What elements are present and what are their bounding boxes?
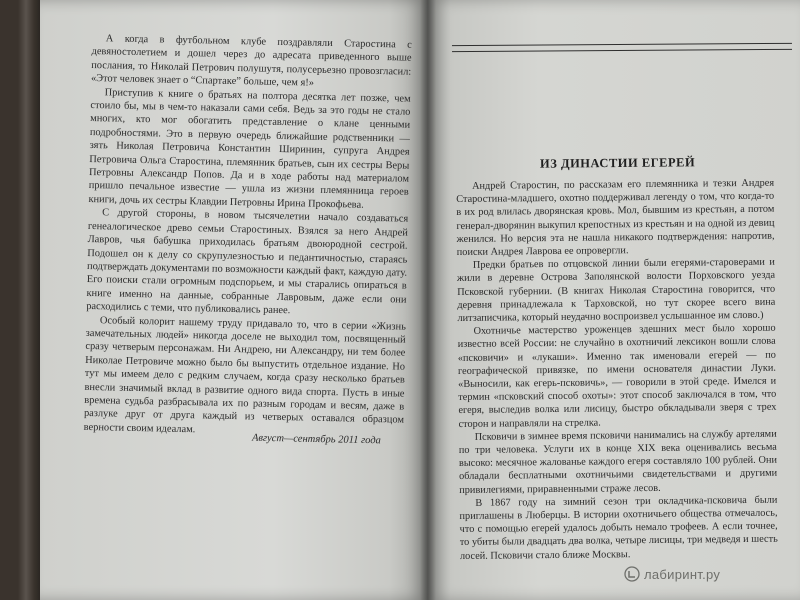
right-paragraph-3: Охотничье мастерство уроженцев здешних мест было хорошо известно всей России: не случайно в охотничий лексикон вошли слова «псковичи» и «лукаши». Именно так именовали егерей — по географической привязке, по имени основателя династии Луки. «Выносили, как егерь-псковичь», — говорили в этой среде. Имелся и термин «псковский способ охоты»: этот способ заключался в том, что егеря, выследив волка или лисицу, быстро обкладывали зверя с трех сторон и направляли на стрелка. [457,322,777,430]
left-paragraph-1: А когда в футбольном клубе поздравляли Старостина с девяностолетием и дошел через до адресата приведенного выше послания, то Николай Петрович полушутя, полусерьезно провозгласил: «Этот человек знает о “Спартаке” больше, чем я!» [90,33,412,89]
right-paragraph-5: В 1867 году на зимний сезон три окладчика-псковича были приглашены в Люберцы. В истории охотничьего общества отмечалось, что с помощью егерей удалось добыть немало трофеев. А если точнее, то убиты были двадцать два волка, четыре лисицы, три медведя и шесть лосей. Псковичи стало ближе Москвы. [459,494,778,562]
right-page-text [456,177,778,563]
left-page-date: Август—сентябрь 2011 года [251,432,381,447]
left-paragraph-2: Приступив к книге о братьях на полтора десятка лет позже, чем стоило бы, мы в чем-то наказали сами себя. Ведь за это годы не стало многих, кто мог обогатить представление о клане ценными подробностями. Это в первую очередь ближайшие родственники — зять Николая Петровича Константин Ширинин, супруга Андрея Петровича Ольга Старостина, племянник братьев, сын их сестры Веры Петровны Александр Попов. Да и в ходе работы над материалом пришло печальное известие — ушла из жизни племянница героев книги, дочь их сестры Клавдии Петровны Ирина Прокофьева. [88,86,411,211]
watermark-text: лабиринт.ру [644,566,721,582]
right-paragraph-1: Андрей Старостин, по рассказам его племянника и тезки Андрея Старостина-младшего, охотно поддерживал легенду о том, что когда-то в их род влилась дворянская кровь. Мол, бывшим из крестьян, а потом генерал-дворянин выкупил крепостных из крестьян и на одной из девиц женился. Но версия эта не нашла никакого подтверждения: напротив, поиски Андрея Лаврова ее опровергли. [456,177,775,259]
book-gutter [420,0,436,600]
watermark [624,566,720,582]
labirint-logo-icon [624,566,640,582]
left-paragraph-3: С другой стороны, в новом тысячелетии начало создаваться генеалогическое древо семьи Старостиных. Взялся за него Андрей Лавров, чья бабушка приходилась братьям двоюродной сестрой. Подошел он к делу со скрупулезностью и педантичностью, стараясь подтверждать документами по возможности каждый факт, каждую дату. Его поиски стали огромным подспорьем, и мы старались опираться в книге именно на данные, собранные Лавровым, даже если они расходились с теми, что публиковались ранее. [86,207,409,317]
left-page-text [84,32,412,441]
left-paragraph-4: Особый колорит нашему труду придавало то, что в серии «Жизнь замечательных людей» никогда доселе не выходил том, посвященный сразу четверым персонажам. Ни Андрею, ни Александру, ни тем более Николае Петровиче можно было бы выпустить отдельное издание. Но тут мы имеем дело с редким случаем, когда сразу несколько братьев внесли значимый вклад в развитие одного вида спорта. Пусть в иные времена судьба разбрасывала их по разным городам и весям, даже в разлуке друг от друга каждый из четверых оставался образцом верности своим идеалам. [83,314,407,436]
right-paragraph-2: Предки братьев по отцовской линии были егерями-староверами и жили в деревне Острова Заполянской волости Порховского уезда Псковской губернии. (В книгах Николая Старостина говорится, что деревня принадлежала к Тарховской, но тут скорее всего вина литзаписчика, который неудачно воспроизвел услышанное им слово.) [456,256,776,325]
right-paragraph-4: Псковичи в зимнее время псковичи нанимались на службу артелями по три человека. Услуги их в конце XIX века оценивались весьма высоко: месячное жалованье каждого егеря составляло 100 рублей. Они обладали бесплатными охотничьими свидетельствами и другими привилегиями, приравненными страже лесов. [458,428,778,496]
chapter-heading: ИЗ ДИНАСТИИ ЕГЕРЕЙ [539,155,696,171]
